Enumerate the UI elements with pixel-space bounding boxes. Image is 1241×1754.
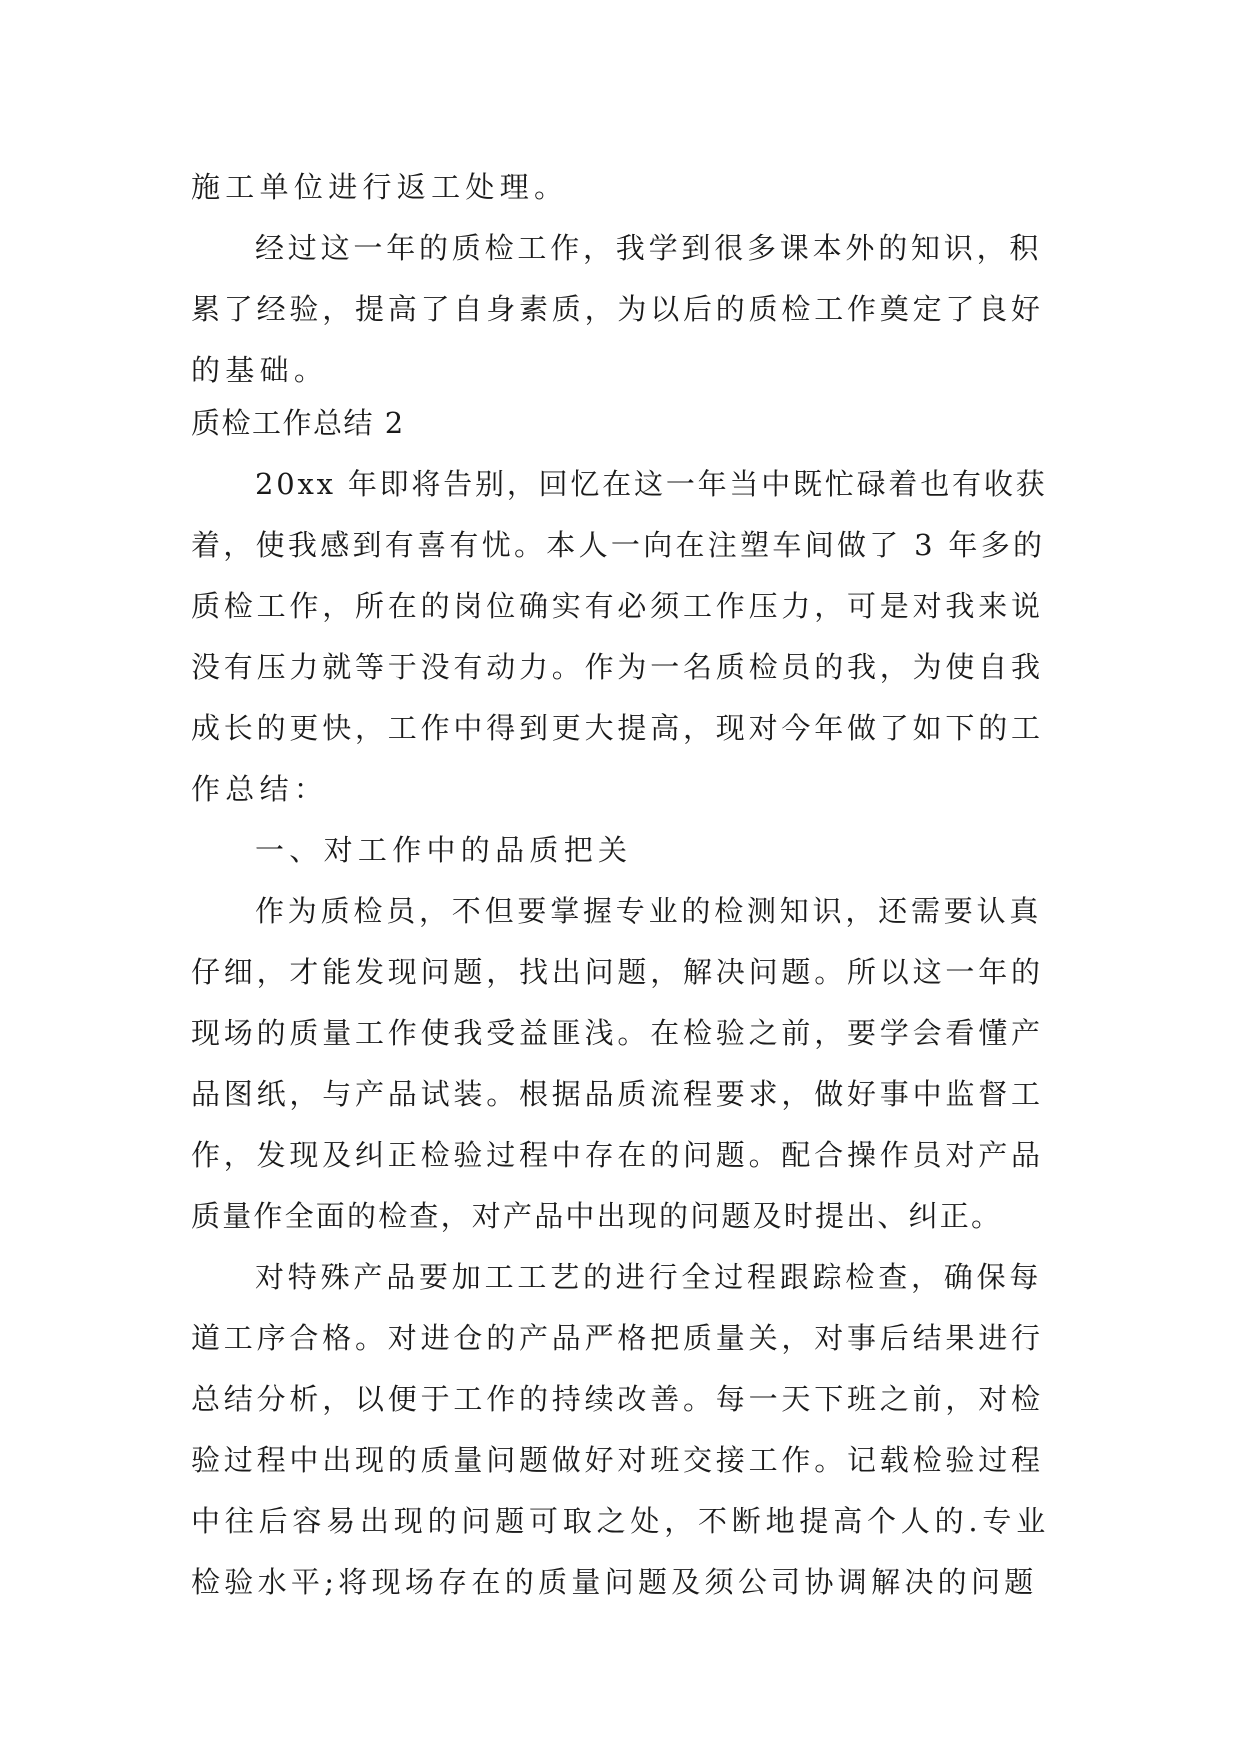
text-line: 作，发现及纠正检验过程中存在的问题。配合操作员对产品 bbox=[191, 1138, 1044, 1172]
text-line: 现场的质量工作使我受益匪浅。在检验之前，要学会看懂产 bbox=[191, 1016, 1044, 1050]
text-line: 对特殊产品要加工工艺的进行全过程跟踪检查，确保每 bbox=[255, 1260, 1043, 1294]
text-line: 验过程中出现的质量问题做好对班交接工作。记载检验过程 bbox=[191, 1443, 1044, 1477]
text-line: 累了经验，提高了自身素质，为以后的质检工作奠定了良好 bbox=[191, 292, 1044, 326]
text-line: 着，使我感到有喜有忧。本人一向在注塑车间做了 3 年多的 bbox=[191, 528, 1046, 562]
text-line: 20xx 年即将告别，回忆在这一年当中既忙碌着也有收获 bbox=[255, 467, 1048, 501]
text-line: 质检工作，所在的岗位确实有必须工作压力，可是对我来说 bbox=[191, 589, 1044, 623]
text-line: 施工单位进行返工处理。 bbox=[191, 170, 569, 204]
text-line: 没有压力就等于没有动力。作为一名质检员的我，为使自我 bbox=[191, 650, 1044, 684]
text-line: 的基础。 bbox=[191, 353, 329, 387]
text-line: 检验水平;将现场存在的质量问题及须公司协调解决的问题 bbox=[191, 1565, 1038, 1599]
text-line: 道工序合格。对进仓的产品严格把质量关，对事后结果进行 bbox=[191, 1321, 1044, 1355]
section-heading: 质检工作总结 2 bbox=[191, 406, 405, 440]
text-line: 成长的更快，工作中得到更大提高，现对今年做了如下的工 bbox=[191, 711, 1044, 745]
text-line: 作为质检员，不但要掌握专业的检测知识，还需要认真 bbox=[255, 894, 1043, 928]
text-line: 质量作全面的检查，对产品中出现的问题及时提出、纠正。 bbox=[191, 1199, 1003, 1233]
text-line: 作总结： bbox=[191, 772, 329, 806]
text-line: 品图纸，与产品试装。根据品质流程要求，做好事中监督工 bbox=[191, 1077, 1044, 1111]
text-line: 总结分析，以便于工作的持续改善。每一天下班之前，对检 bbox=[191, 1382, 1044, 1416]
text-line: 中往后容易出现的问题可取之处，不断地提高个人的.专业 bbox=[191, 1504, 1051, 1538]
text-line: 经过这一年的质检工作，我学到很多课本外的知识，积 bbox=[255, 231, 1043, 265]
text-line: 仔细，才能发现问题，找出问题，解决问题。所以这一年的 bbox=[191, 955, 1044, 989]
subheading: 一、对工作中的品质把关 bbox=[255, 833, 633, 867]
